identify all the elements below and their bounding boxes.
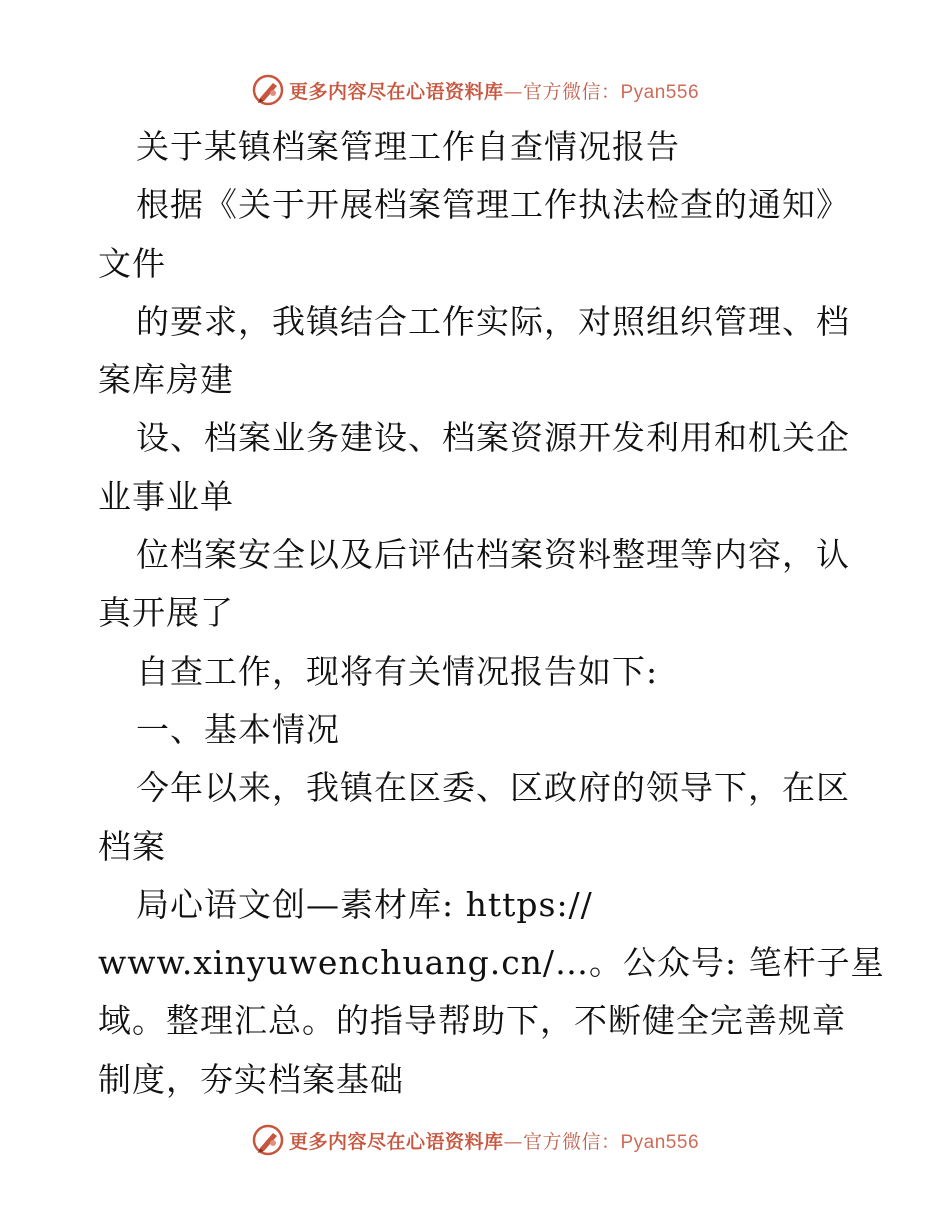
paragraph-line: 位档案安全以及后评估档案资料整理等内容，认 <box>136 535 850 575</box>
paragraph-line: 局心语文创—素材库: https:// <box>136 884 593 924</box>
paragraph-line: 今年以来，我镇在区委、区政府的领导下，在区 <box>136 768 850 808</box>
paragraph-line: www.xinyuwenchuang.cn/…。公众号: 笔杆子星 <box>98 943 885 983</box>
paragraph-line: 设、档案业务建设、档案资源开发利用和机关企 <box>136 418 850 458</box>
paragraph-line: 自查工作，现将有关情况报告如下: <box>136 651 659 691</box>
watermark-dash: — <box>503 80 523 103</box>
document-body <box>98 118 885 1109</box>
watermark-dash: — <box>503 1130 523 1153</box>
watermark-wechat-id: Pyan556 <box>620 1131 700 1153</box>
paragraph-line: 域。整理汇总。的指导帮助下，不断健全完善规章 <box>98 1001 846 1041</box>
watermark-main-text: 更多内容尽在心语资料库 <box>288 80 504 103</box>
header-watermark-banner <box>0 70 950 110</box>
paragraph-line: 的要求，我镇结合工作实际，对照组织管理、档 <box>136 301 850 341</box>
watermark-wechat-id: Pyan556 <box>620 81 700 103</box>
watermark-main-text: 更多内容尽在心语资料库 <box>288 1130 504 1153</box>
section-heading: 一、基本情况 <box>136 709 340 749</box>
paragraph-line: 文件 <box>98 243 166 283</box>
watermark-wechat-label: 官方微信： <box>522 80 621 103</box>
paragraph-line: 业事业单 <box>98 476 234 516</box>
pen-logo-icon <box>251 73 285 107</box>
paragraph-line: 真开展了 <box>98 593 234 633</box>
watermark-text <box>289 1127 699 1154</box>
paragraph-line: 根据《关于开展档案管理工作执法检查的通知》 <box>136 185 850 225</box>
paragraph-line: 档案 <box>98 826 166 866</box>
document-title: 关于某镇档案管理工作自查情况报告 <box>136 127 680 166</box>
footer-watermark-banner <box>0 1120 950 1160</box>
paragraph-line: 案库房建 <box>98 360 234 400</box>
watermark-wechat-label: 官方微信： <box>522 1130 621 1153</box>
watermark-text <box>289 77 699 104</box>
pen-logo-icon <box>251 1123 285 1157</box>
paragraph-line: 制度，夯实档案基础 <box>98 1059 404 1099</box>
